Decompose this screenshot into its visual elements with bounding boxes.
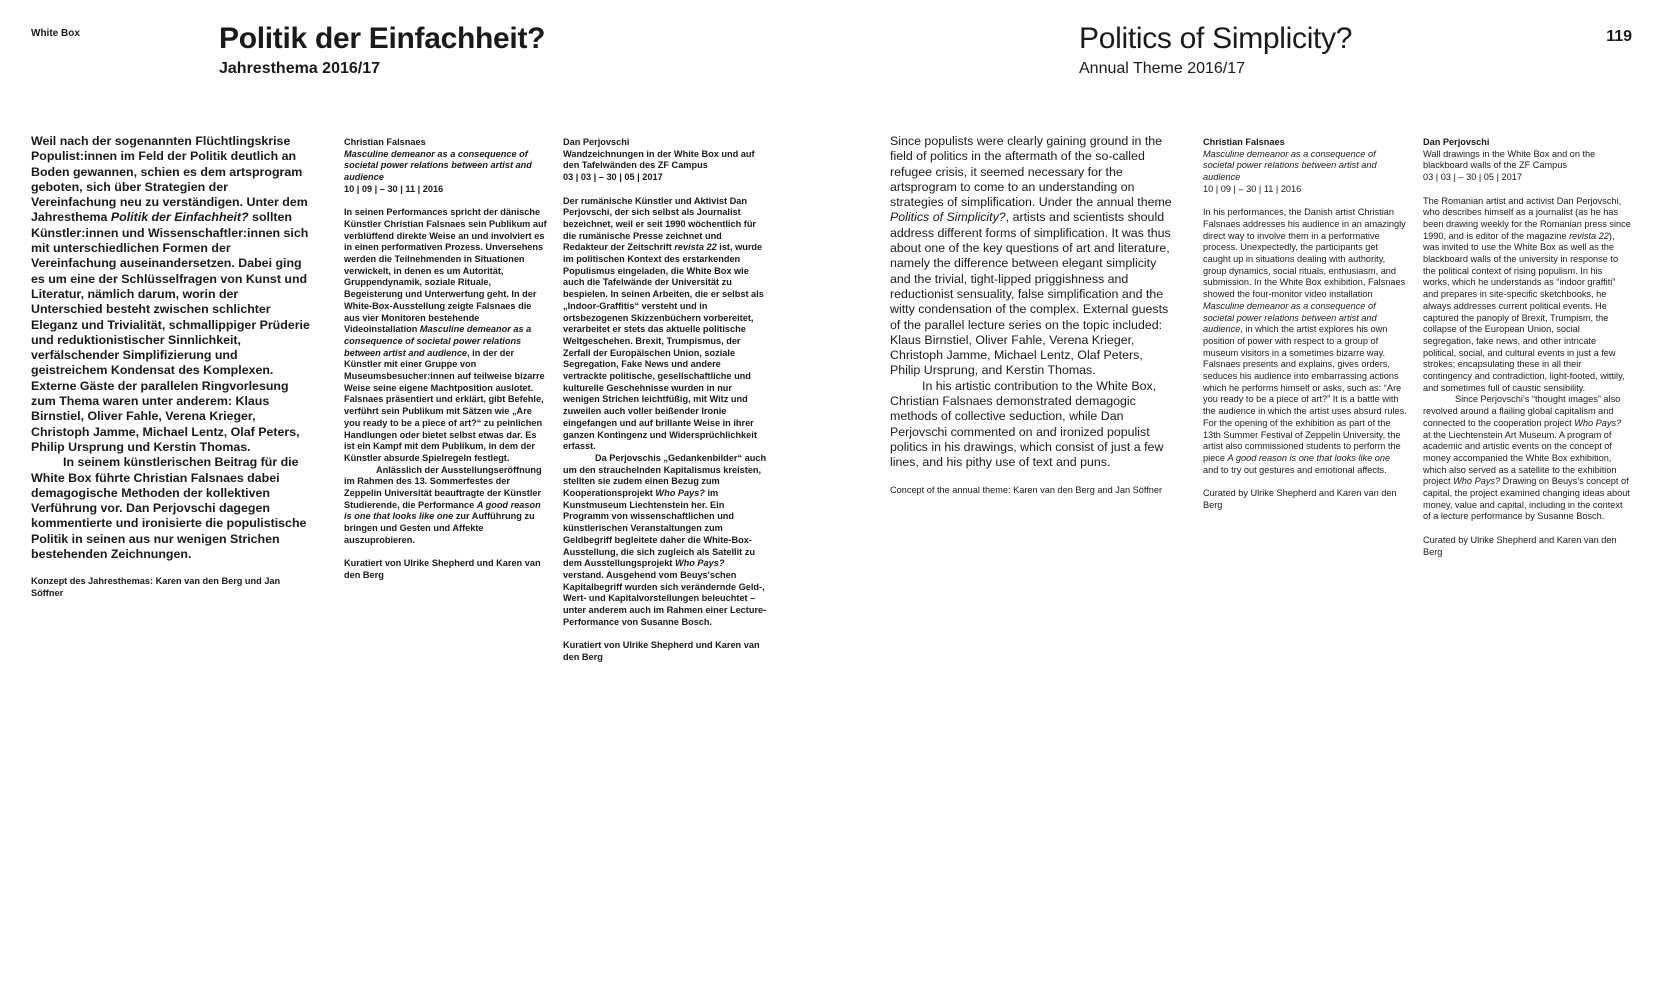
en-intro-paragraph-1 xyxy=(890,134,1172,379)
project-title-emphasis: Who Pays? xyxy=(1574,417,1622,428)
work-title: Masculine demeanor as a consequence of societal power relations between artist and audience xyxy=(1203,148,1377,183)
magazine-title-emphasis: revista 22 xyxy=(674,242,717,253)
text-run: ), was invited to use the White Box as well as the blackboard walls of the university in response to the political context of rising populism. In his works, which he understands as “indoor graffiti” and prepares in site-specific sketchbooks, he always addresses current political events. He captured the panoply of Brexit, Trumpism, the collapse of the European Union, social segregation, fake news, and other intricate political, social, and cultural events in just a few strokes; encapsulating these in all their contingency and contradiction, light-footed, wittily, and sometimes full of caustic sensibility. xyxy=(1423,230,1625,393)
de-intro-column xyxy=(31,134,313,599)
project-title-emphasis: Who Pays? xyxy=(674,558,725,569)
en-falsnaes-paragraph-1 xyxy=(1203,207,1407,476)
de-falsnaes-paragraph-1 xyxy=(344,207,548,464)
page-subtitle-en: Annual Theme 2016/17 xyxy=(1079,60,1246,77)
text-run: , in which the artist explores his own position of power with respect to a group of museum visitors in a sometimes bizarre way. Falsnaes presents and explains, gives orders, seduces his audience into embarrassing actions which he performs himself or asks, such as: “Are you ready to be a piece of art?” It is a battle with the audience in which the artist uses absurd rules. For the opening of the exhibition as part of the 13th Summer Festival of Zeppelin University, the artist also commissioned students to perform the piece xyxy=(1203,324,1407,463)
text-run: , in der der Künstler mit einer Gruppe von Museumsbesucher:innen auf teilweise bizarre Weise seine eigene Machtposition auslotet. Falsnaes präsentiert und erklärt, gibt Befehle, verführt sein Publikum mit Sätzen wie „Are you ready to be a piece of art?“ zu peinlichen Handlungen oder bietet selbst etwas dar. Es ist ein Kampf mit dem Publikum, in dem der Künstler absurde Spielregeln festlegt. xyxy=(344,347,545,463)
de-falsnaes-credit: Kuratiert von Ulrike Shepherd und Karen van den Berg xyxy=(344,558,541,580)
de-perjovschi-paragraph-1 xyxy=(563,196,767,453)
text-run: , artists and scientists should address different forms of simplification. It was thus about one of the key questions of art and literature, namely the difference between elegant simplicity and the trivial, tight-lipped priggishness and reductionist sensuality, false simplification and the witty condensation of the complex. External guests of the parallel lecture series on the topic included: Klaus Birnstiel, Oliver Fahle, Verena Krieger, Christoph Jamme, Michael Lentz, Olaf Peters, Philip Ursprung, and Kerstin Thomas. xyxy=(890,210,1171,378)
page-number: 119 xyxy=(1606,28,1632,45)
magazine-title-emphasis: revista 22 xyxy=(1569,230,1609,241)
text-run: zur Aufführung zu bringen und Gesten und Affekte auszuprobieren. xyxy=(344,511,535,545)
text-run: Drawing on Beuys’s concept of capital, the project examined changing ideas about money, value and capital, including in the context of a lecture performance by Susanne Bosch. xyxy=(1423,476,1630,522)
text-run: Da Perjovschis „Gedankenbilder“ auch um den strauchelnden Kapitalismus kreisten, stellten sie zudem einen Bezug zum Kooperationsprojekt xyxy=(563,452,767,499)
project-title-emphasis: Who Pays? xyxy=(1453,476,1501,487)
theme-title-emphasis: Politik der Einfachheit? xyxy=(110,210,249,225)
en-perjovschi-credit: Curated by Ulrike Shepherd and Karen van den Berg xyxy=(1423,534,1617,557)
text-run: im Kunstmuseum Liechtenstein her. Ein Programm von wissenschaftlichen und künstlerischen Veranstaltungen zum Geldbegriff begleitete daher die White-Box-Ausstellung, die sich zugleich als Satellit zu dem Ausstellungsprojekt xyxy=(563,488,755,569)
text-run: ist, wurde im politischen Kontext des erstarkenden Populismus eingeladen, die White Box wie auch die Tafelwände der Universität zu bespielen. In seinen Arbeiten, die er selbst als „Indoor-Graffitis“ versteht und in ortsbezogenen Skizzenbüchern vorbereitet, verarbeitet er stets das aktuelle politische Weltgeschehen. Brexit, Trumpismus, der Zerfall der Europäischen Union, soziale Segregation, Fake News und andere vertrackte politische, gesellschaftliche und kulturelle Geschehnisse wurden in nur wenigen Strichen leichtfüßig, mit Witz und zuweilen auch voller beißender Ironie eingefangen und auf brillante Weise in ihrer ganzen Kontingenz und Widersprüchlichkeit erfasst. xyxy=(563,242,764,452)
work-title: Masculine demeanor as a consequence of societal power relations between artist and audience xyxy=(344,148,532,183)
page-subtitle-de: Jahresthema 2016/17 xyxy=(219,60,380,77)
en-falsnaes-credit: Curated by Ulrike Shepherd and Karen van den Berg xyxy=(1203,488,1397,510)
en-perjovschi-paragraph-1 xyxy=(1423,196,1631,395)
de-falsnaes-paragraph-2 xyxy=(344,465,548,547)
text-run: The Romanian artist and activist Dan Perjovschi, who describes himself as a journalist (as he has been drawing weekly for the Romanian press since 1990, and is editor of the magazine xyxy=(1423,195,1631,241)
de-falsnaes-column xyxy=(344,137,548,582)
en-perjovschi-paragraph-2 xyxy=(1423,394,1631,523)
de-intro-paragraph-1 xyxy=(31,134,313,455)
work-title-emphasis: Masculine demeanor as a consequence of societal power relations between artist and audience xyxy=(344,324,532,358)
work-title-emphasis: A good reason is one that looks like one xyxy=(344,499,541,522)
text-run: Since Perjovschi’s “thought images” also revolved around a flailing global capitalism and connected to the cooperation project xyxy=(1423,394,1621,428)
de-perjovschi-paragraph-2 xyxy=(563,453,767,629)
page-title-de: Politik der Einfachheit? xyxy=(219,22,546,55)
en-intro-credit: Concept of the annual theme: Karen van den Berg and Jan Söffner xyxy=(890,484,1163,495)
text-run: Der rumänische Künstler und Aktivist Dan Perjovschi, der sich selbst als Journalist bezeichnet, weil er seit 1990 wöchentlich für die rumänische Presse zeichnet und Redakteur der Zeitschrift xyxy=(563,195,757,253)
en-intro-column xyxy=(890,134,1172,496)
text-run: Weil nach der sogenannten Flüchtlingskrise Populist:innen im Feld der Politik deutlich an Boden gewannen, schien es dem artsprogram geboten, sich über Strategien der Vereinfachung neu zu verständigen. Unter dem Jahresthema xyxy=(31,134,308,225)
de-intro-credit: Konzept des Jahresthemas: Karen van den Berg und Jan Söffner xyxy=(31,576,281,598)
de-perjovschi-credit: Kuratiert von Ulrike Shepherd und Karen van den Berg xyxy=(563,640,760,662)
artist-name: Dan Perjovschi xyxy=(563,137,630,147)
artist-name: Christian Falsnaes xyxy=(1203,137,1285,147)
de-perjovschi-column xyxy=(563,137,767,664)
en-perjovschi-column xyxy=(1423,137,1631,558)
work-title: Wall drawings in the White Box and on the blackboard walls of the ZF Campus xyxy=(1423,148,1596,171)
section-label: White Box xyxy=(31,28,80,39)
text-run: sollten Künstler:innen und Wissenschaftler:innen sich mit unterschiedlichen Formen der Vereinfachung auseinandersetzen. Dabei ging es um eine der Schlüsselfragen von Kunst und Literatur, nämlich darum, worin der Unterschied besteht zwischen schlichter Eleganz und Trivialität, schmallippiger Prüderie und reduktionistischer Sinnlichkeit, verfälschender Simplifizierung und geistreichem Kondensat des Komplexen. Externe Gäste der parallelen Ringvorlesung zum Thema waren unter anderem: Klaus Birnstiel, Oliver Fahle, Verena Krieger, Christoph Jamme, Michael Lentz, Olaf Peters, Philip Ursprung und Kerstin Thomas. xyxy=(31,210,310,454)
en-intro-paragraph-2: In his artistic contribution to the White Box, Christian Falsnaes demonstrated demagogic methods of collective seduction, while Dan Perjovschi commented on and ironized populist politics in his drawings, which consist of just a few lines, and his pithy use of text and puns. xyxy=(890,378,1164,470)
work-title: Wandzeichnungen in der White Box und auf den Tafelwänden des ZF Campus xyxy=(563,148,755,171)
work-title-emphasis: A good reason is one that looks like one xyxy=(1227,452,1391,463)
artist-name: Christian Falsnaes xyxy=(344,137,426,147)
artist-name: Dan Perjovschi xyxy=(1423,137,1490,147)
text-run: and to try out gestures and emotional affects. xyxy=(1203,464,1387,475)
page-title-en: Politics of Simplicity? xyxy=(1079,22,1353,55)
exhibition-dates: 03 | 03 | – 30 | 05 | 2017 xyxy=(1423,172,1522,183)
project-title-emphasis: Who Pays? xyxy=(655,488,705,499)
exhibition-dates: 03 | 03 | – 30 | 05 | 2017 xyxy=(563,172,663,183)
work-title-emphasis: Masculine demeanor as a consequence of societal power relations between artist and audience xyxy=(1203,300,1377,335)
text-run: In his performances, the Danish artist Christian Falsnaes addresses his audience in an amazingly direct way to involve them in a performative process. Unexpectedly, the participants get caught up in situations dealing with authority, group dynamics, social rituals, enthusiasm, and submission. In the White Box exhibition, Falsnaes showed the four-monitor video installation xyxy=(1203,207,1406,300)
en-falsnaes-column xyxy=(1203,137,1407,511)
theme-title-emphasis: Politics of Simplicity? xyxy=(890,210,1006,225)
exhibition-dates: 10 | 09 | – 30 | 11 | 2016 xyxy=(344,183,444,194)
text-run: at the Liechtenstein Art Museum. A program of academic and artistic events on the concept of money accompanied the White Box exhibition, which also served as a satellite to the exhibition project xyxy=(1423,429,1617,487)
text-run: Anlässlich der Ausstellungseröffnung im Rahmen des 13. Sommerfestes der Zeppelin Universität beauftragte der Künstler Studierende, die Performance xyxy=(344,464,542,510)
de-intro-paragraph-2: In seinem künstlerischen Beitrag für die White Box führte Christian Falsnaes dabei demagogische Methoden der kollektiven Verführung vor. Dan Perjovschi dagegen kommentierte und ironisierte die populistische Politik in seinen aus nur wenigen Strichen bestehenden Zeichnungen. xyxy=(31,455,307,562)
text-run: In seinen Performances spricht der dänische Künstler Christian Falsnaes sein Publikum auf verblüffend direkte Weise an und involviert es in einen performativen Prozess. Unversehens werden die Teilnehmenden in Situationen verwickelt, in denen es um Autorität, Gruppendynamik, soziale Rituale, Begeisterung und Unterwerfung geht. In der White-Box-Ausstellung zeigte Falsnaes die aus vier Monitoren bestehende Videoinstallation xyxy=(344,207,547,335)
text-run: verstand. Ausgehend vom Beuys'schen Kapitalbegriff wurden sich verändernde Geld-, Wert- und Kapitalvorstellungen beleuchtet – unter anderem auch im Rahmen einer Lecture-Performance von Susanne Bosch. xyxy=(563,570,767,627)
text-run: Since populists were clearly gaining ground in the field of politics in the aftermath of the so-called refugee crisis, it seemed necessary for the artsprogram to come to an understanding on strategies of simplification. Under the annual theme xyxy=(890,134,1172,210)
exhibition-dates: 10 | 09 | – 30 | 11 | 2016 xyxy=(1203,183,1302,194)
